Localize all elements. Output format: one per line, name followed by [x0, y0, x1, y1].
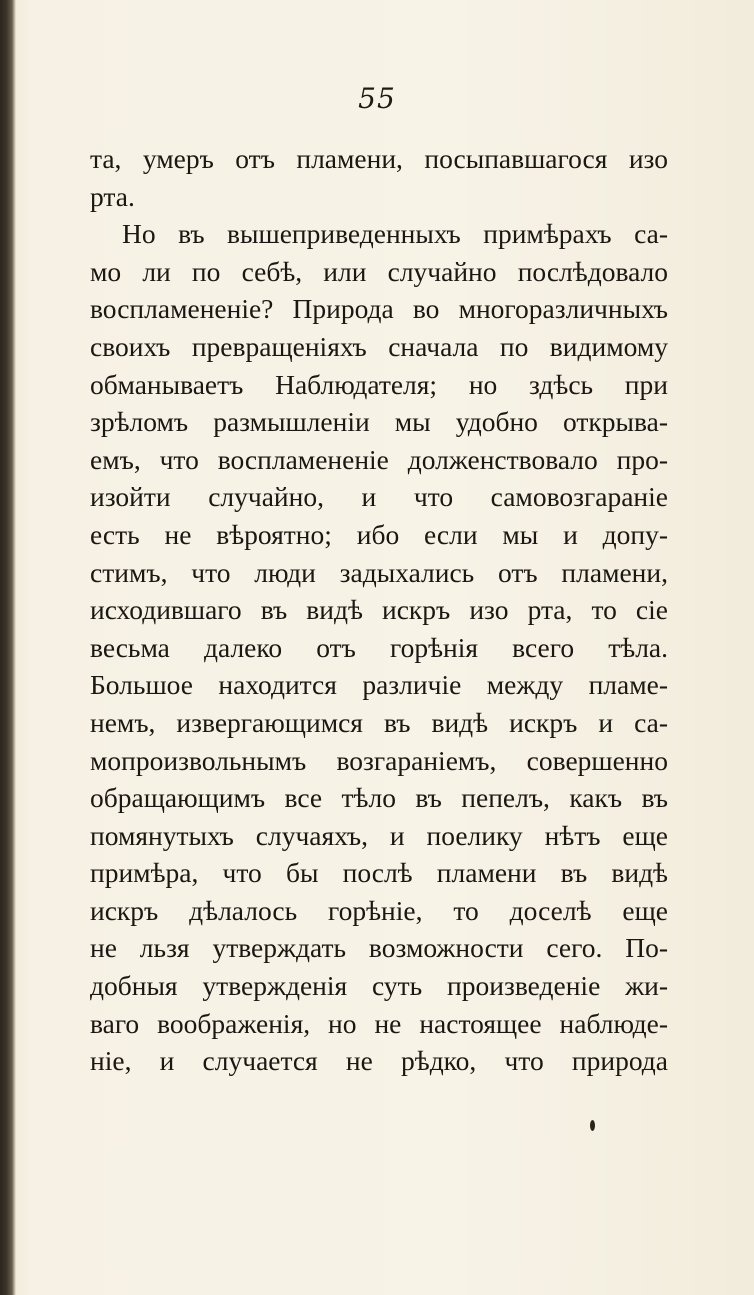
- text-line: воспламененіе? Природа во многоразличныхъ: [90, 293, 668, 325]
- text-line: примѣра, что бы послѣ пламени въ видѣ: [90, 857, 668, 889]
- text-line: та, умеръ отъ пламени, посыпавшагося изо: [90, 143, 668, 174]
- text-line: ніе, и случается не рѣдко, что природа: [90, 1045, 668, 1077]
- text-line: весьма далеко отъ горѣнія всего тѣла.: [90, 631, 668, 663]
- text-line: изойти случайно, и что самовозгараніе: [90, 481, 668, 513]
- text-line: помянутыхъ случаяхъ, и поелику нѣтъ еще: [90, 819, 668, 851]
- text-line: не льзя утверждать возможности сего. По-: [90, 932, 668, 964]
- text-line: мо ли по себѣ, или случайно послѣдовало: [90, 255, 668, 287]
- text-line: рта.: [90, 180, 135, 212]
- text-line: есть не вѣроятно; ибо если мы и допу-: [90, 518, 668, 550]
- text-line: искръ дѣлалось горѣніе, то доселѣ еще: [90, 894, 668, 926]
- text-line: ваго воображенія, но не настоящее наблюде-: [90, 1007, 668, 1039]
- text-line: Большое находится различіе между пламе-: [90, 669, 668, 701]
- text-line: обманываетъ Наблюдателя; но здѣсь при: [90, 368, 668, 400]
- text-line: мопроизвольнымъ возгараніемъ, совершенно: [90, 744, 668, 776]
- text-line: своихъ превращеніяхъ сначала по видимому: [90, 330, 668, 362]
- page-number: 55: [358, 82, 396, 115]
- text-line: немъ, извергающимся въ видѣ искръ и са-: [90, 706, 668, 738]
- text-line: емъ, что воспламененіе долженствовало про-: [90, 443, 668, 475]
- text-line: добныя утвержденія суть произведеніе жи-: [90, 970, 668, 1002]
- text-line: обращающимъ все тѣло въ пепелъ, какъ въ: [90, 782, 668, 814]
- text-line: Но въ вышеприведенныхъ примѣрахъ са-: [122, 218, 668, 250]
- body-text: [90, 140, 668, 1080]
- text-line: зрѣломъ размышленіи мы удобно открыва-: [90, 406, 668, 438]
- ink-spot: [590, 1120, 595, 1131]
- text-line: стимъ, что люди задыхались отъ пламени,: [90, 556, 668, 588]
- book-spine-shadow: [0, 0, 16, 1295]
- text-line: исходившаго въ видѣ искръ изо рта, то сіе: [90, 594, 668, 626]
